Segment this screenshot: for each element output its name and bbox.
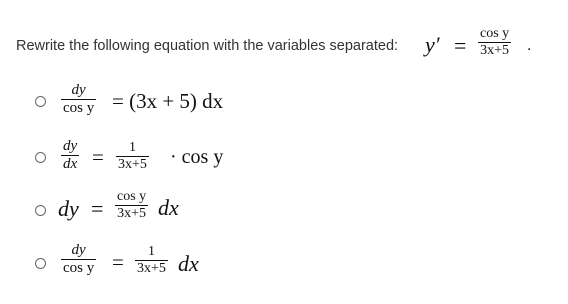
- option-3-frac-num: cos y: [117, 189, 147, 204]
- question-equals: =: [454, 33, 467, 58]
- option-1-rhs: = (3x + 5) dx: [112, 89, 224, 113]
- question-text: Rewrite the following equation with the variables separated:: [16, 38, 399, 54]
- option-3-lhs: dy: [58, 196, 79, 221]
- question-fraction: [478, 27, 511, 58]
- option-1-frac-den: cos y: [63, 99, 95, 116]
- option-1-radio[interactable]: [35, 96, 46, 107]
- question-frac-den: 3x+5: [480, 42, 510, 58]
- option-2-frac2-num: 1: [128, 140, 136, 155]
- option-2-rhs: · cos y: [170, 146, 224, 168]
- option-2-frac-den: dx: [63, 155, 78, 172]
- option-4-frac2-num: 1: [147, 244, 155, 259]
- option-3-equals: =: [91, 196, 104, 221]
- question-lhs: y′: [425, 32, 440, 57]
- option-2-equals: =: [92, 145, 104, 169]
- option-4-frac-den: cos y: [63, 259, 95, 276]
- option-4-radio[interactable]: [35, 258, 46, 269]
- option-3-frac-den: 3x+5: [117, 205, 147, 221]
- option-3-radio[interactable]: [35, 205, 46, 216]
- option-1-frac-num: dy: [71, 82, 86, 98]
- option-3-fraction: [115, 190, 148, 221]
- option-4-fraction: [61, 243, 96, 276]
- question-period: .: [527, 37, 532, 54]
- option-2-frac-num: dy: [63, 138, 78, 154]
- option-4-equals: =: [112, 250, 124, 274]
- option-4-frac-num: dy: [71, 242, 86, 258]
- option-1-fraction: [61, 83, 96, 116]
- option-4-frac2-den: 3x+5: [137, 260, 166, 276]
- option-2-frac2-den: 3x+5: [118, 156, 147, 172]
- option-2-fraction-2: [116, 141, 149, 172]
- question-frac-num: cos y: [480, 26, 510, 41]
- option-4-rhs: dx: [178, 251, 199, 276]
- option-3-rhs: dx: [158, 195, 179, 220]
- option-4-fraction-2: [135, 245, 168, 276]
- option-2-radio[interactable]: [35, 152, 46, 163]
- option-2-fraction: [61, 139, 79, 172]
